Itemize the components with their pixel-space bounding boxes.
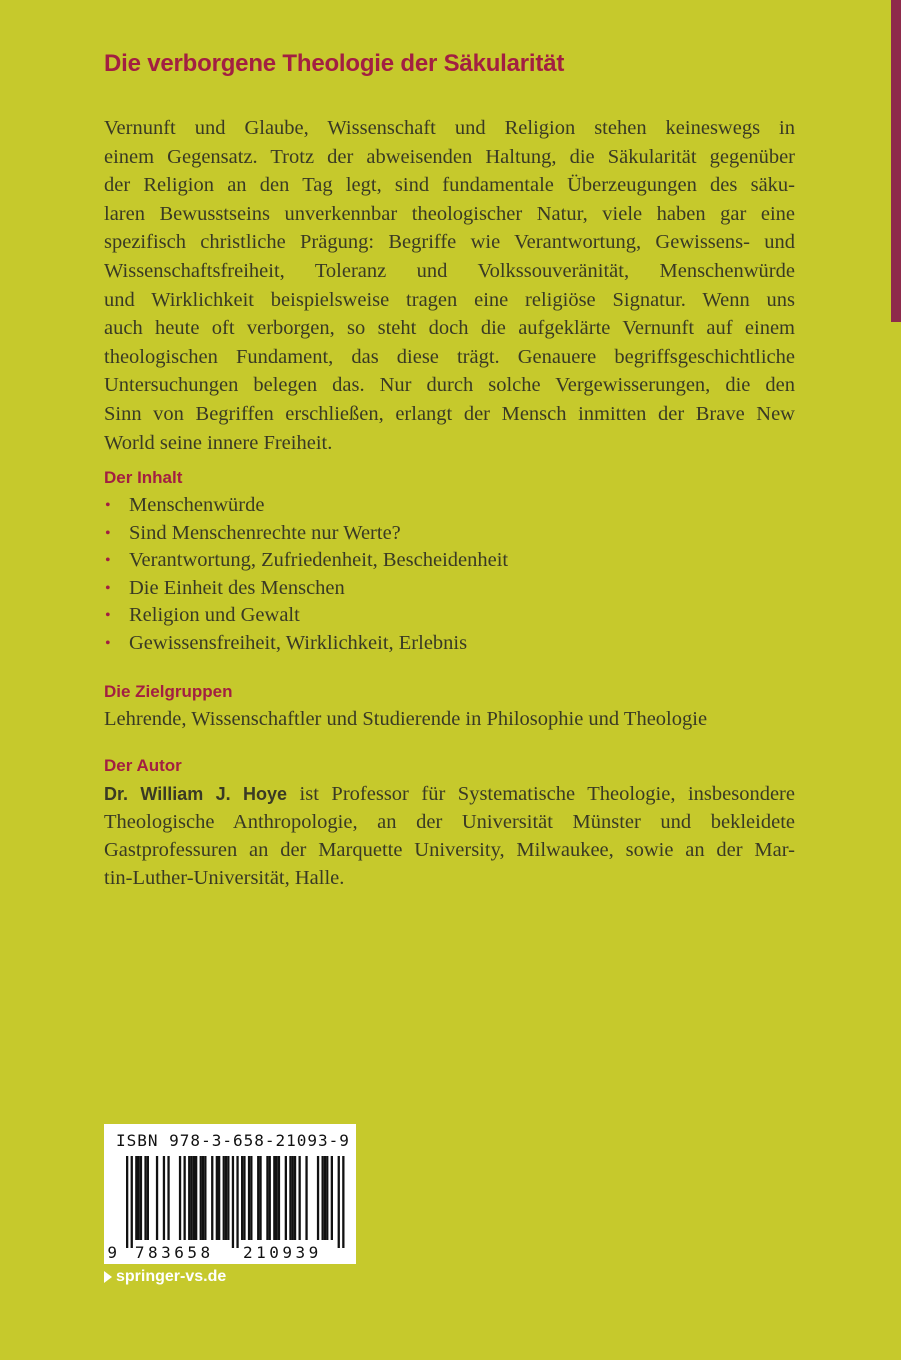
barcode-bar — [211, 1156, 213, 1240]
book-title: Die verborgene Theologie der Säkularität — [104, 50, 565, 77]
bullet-icon: • — [105, 552, 111, 570]
blurb-line: laren Bewusstseins unverkennbar theologischer Natur, viele haben gar eine — [104, 202, 795, 225]
barcode-bar — [324, 1156, 326, 1240]
barcode-digits: 210939 — [243, 1243, 322, 1262]
barcode-bar — [131, 1156, 133, 1248]
author-bio-line — [104, 780, 795, 808]
bullet-icon: • — [105, 579, 111, 597]
barcode-bar — [331, 1156, 333, 1240]
barcode-bar — [285, 1156, 287, 1240]
barcode-bar — [225, 1156, 227, 1240]
contents-item — [104, 630, 508, 658]
barcode-bar — [266, 1156, 268, 1240]
contents-item — [104, 602, 508, 630]
blurb-line: Sinn von Begriffen erschließen, erlangt der Mensch inmitten der Brave New — [104, 402, 795, 425]
blurb-text — [104, 114, 795, 457]
author-name: Dr. William J. Hoye — [104, 784, 288, 804]
barcode-bar — [216, 1156, 218, 1240]
bullet-icon: • — [105, 607, 111, 625]
barcode-bar — [156, 1156, 158, 1240]
bullet-icon: • — [105, 524, 111, 542]
blurb-line: einem Gegensatz. Trotz der abweisenden Haltung, die Säkularität gegenüber — [104, 145, 795, 168]
barcode-bar — [243, 1156, 245, 1240]
blurb-line: World seine innere Freiheit. — [104, 431, 333, 454]
barcode-bar — [163, 1156, 165, 1240]
blurb-line: der Religion an den Tag legt, sind fundamentale Überzeugungen des säku- — [104, 174, 795, 197]
contents-item-label: Religion und Gewalt — [129, 604, 300, 627]
barcode-bar — [167, 1156, 169, 1240]
author-bio — [104, 780, 795, 892]
barcode-bar — [126, 1156, 128, 1248]
contents-item-label: Gewissensfreiheit, Wirklichkeit, Erlebnis — [129, 631, 468, 654]
blurb-line: Vernunft und Glaube, Wissenschaft und Religion stehen keineswegs in — [104, 117, 795, 139]
barcode-bar — [269, 1156, 271, 1240]
contents-item-label: Die Einheit des Menschen — [129, 576, 345, 599]
barcode-bar — [135, 1156, 137, 1240]
contents-item — [104, 520, 508, 548]
author-bio-text: tin-Luther-Universität, Halle. — [104, 867, 345, 889]
barcode-bar — [227, 1156, 229, 1240]
contents-item — [104, 492, 508, 520]
barcode-bar — [138, 1156, 140, 1240]
barcode-bar — [223, 1156, 225, 1240]
isbn-label: ISBN 978-3-658-21093-9 — [116, 1131, 350, 1150]
bullet-icon: • — [105, 634, 111, 652]
barcode-bar — [342, 1156, 344, 1248]
author-bio-text: Theologische Anthropologie, an der Universität Münster und bekleidete — [104, 811, 795, 833]
barcode-bar — [259, 1156, 261, 1240]
bullet-icon: • — [105, 497, 111, 514]
blurb-line: und Wirklichkeit beispielsweise tragen eine religiöse Signatur. Wenn uns — [104, 288, 795, 311]
contents-list — [104, 492, 508, 658]
contents-heading: Der Inhalt — [104, 468, 183, 487]
barcode-bar — [184, 1156, 186, 1240]
blurb-line: theologischen Fundament, das diese trägt. Genauere begriffsgeschichtliche — [104, 345, 795, 368]
author-bio-line — [104, 808, 795, 836]
barcode-bar — [232, 1156, 234, 1248]
barcode-bar — [292, 1156, 294, 1240]
barcode-bar — [322, 1156, 324, 1240]
barcode-bar — [299, 1156, 301, 1240]
barcode-bar — [236, 1156, 238, 1248]
barcode-bar — [317, 1156, 319, 1240]
audience-text: Lehrende, Wissenschaftler und Studierende in Philosophie und Theologie — [104, 708, 708, 730]
barcode-bar — [200, 1156, 202, 1240]
barcode-bar — [144, 1156, 146, 1240]
barcode-bar — [193, 1156, 195, 1240]
barcode-bar — [140, 1156, 142, 1240]
contents-item-label: Menschenwürde — [129, 494, 265, 516]
contents-item-label: Verantwortung, Zufriedenheit, Bescheidenheit — [129, 549, 509, 572]
barcode-bar — [218, 1156, 220, 1240]
author-bio-text: ist Professor für Systematische Theologie, insbesondere — [287, 783, 795, 805]
barcode-bar — [147, 1156, 149, 1240]
barcode-bar — [338, 1156, 340, 1248]
blurb-line: Wissenschaftsfreiheit, Toleranz und Volkssouveränität, Menschenwürde — [104, 259, 795, 282]
barcode-bar — [195, 1156, 197, 1240]
barcode-bar — [188, 1156, 190, 1240]
author-bio-line — [104, 864, 795, 892]
blurb-line: Untersuchungen belegen das. Nur durch solche Vergewisserungen, die den — [104, 374, 795, 397]
barcode-bar — [250, 1156, 252, 1240]
contents-item-label: Sind Menschenrechte nur Werte? — [129, 521, 401, 544]
contents-item — [104, 547, 508, 575]
barcode-bar — [278, 1156, 280, 1240]
author-bio-text: Gastprofessuren an der Marquette University, Milwaukee, sowie an der Mar- — [104, 839, 795, 861]
barcode-bar — [204, 1156, 206, 1240]
author-heading: Der Autor — [104, 756, 182, 775]
barcode-bar — [294, 1156, 296, 1240]
barcode-bar — [305, 1156, 307, 1240]
website-label: springer-vs.de — [116, 1268, 227, 1285]
barcode-bar — [241, 1156, 243, 1240]
blurb-line: spezifisch christliche Prägung: Begriffe wie Verantwortung, Gewissens- und — [104, 231, 795, 254]
audience-heading: Die Zielgruppen — [104, 682, 233, 701]
contents-item — [104, 575, 508, 603]
isbn-barcode — [104, 1124, 356, 1264]
barcode-digits: 9 — [107, 1243, 121, 1262]
spine-accent-bar — [891, 0, 901, 322]
website-link[interactable] — [104, 1268, 226, 1286]
barcode-digits: 783658 — [134, 1243, 214, 1262]
barcode-bar — [179, 1156, 181, 1240]
arrow-right-icon — [104, 1271, 112, 1283]
barcode-bar — [276, 1156, 278, 1240]
barcode-bar — [248, 1156, 250, 1240]
barcode-bar — [273, 1156, 275, 1240]
barcode-bar — [326, 1156, 328, 1240]
barcode-bar — [190, 1156, 192, 1240]
barcode-bar — [289, 1156, 291, 1240]
barcode-bar — [257, 1156, 259, 1240]
barcode-bar — [202, 1156, 204, 1240]
author-bio-line — [104, 836, 795, 864]
blurb-line: auch heute oft verborgen, so steht doch die aufgeklärte Vernunft auf einem — [104, 317, 795, 340]
